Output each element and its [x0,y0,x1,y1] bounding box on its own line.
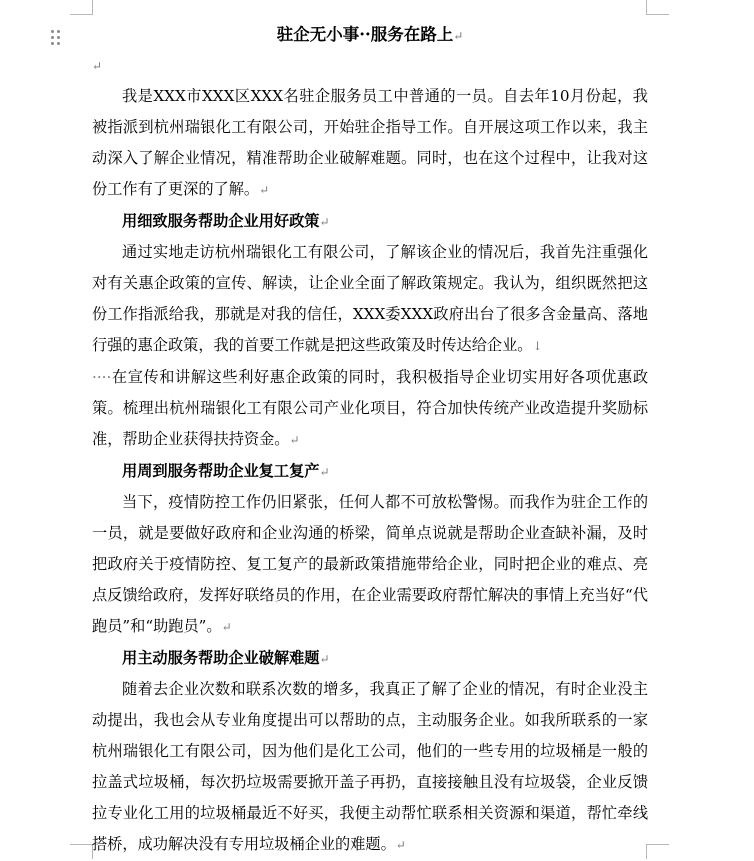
empty-paragraph [92,50,648,81]
leading-space-dots: ···· [92,368,112,386]
paragraph-text: 在宣传和讲解这些利好惠企政策的同时，我积极指导企业切实用好各项优惠政策。梳理出杭州瑞银化工有限公司产业化项目，符合加快传统产业改造提升奖励标准，帮助企业获得扶持资金。 [92,368,648,448]
paragraph-mark-icon: ↵ [259,183,270,197]
paragraph-resumption [92,487,648,643]
page-corner-mark-bottom-left [70,844,93,859]
paragraph-mark-icon: ↵ [319,215,330,229]
heading-text: 用细致服务帮助企业用好政策 [122,212,320,230]
paragraph-policy-1 [92,237,648,362]
page-corner-mark-top-right [646,0,669,15]
paragraph-text: 通过实地走访杭州瑞银化工有限公司，了解该企业的情况后，我首先注重强化对有关惠企政策的宣传、解读，让企业全面了解政策规定。我认为，组织既然把这份工作指派给我，那就是对我的信任，XXX委XXX政府出台了很多含金量高、落地行强的惠企政策，我的首要工作就是把这些政策及时传达给企业。 [92,243,648,354]
section-heading-problems [92,643,648,674]
paragraph-text: 当下，疫情防控工作仍旧紧张，任何人都不可放松警惕。而我作为驻企工作的一员，就是要做好政府和企业沟通的桥梁，简单点说就是帮助企业查缺补漏，及时把政府关于疫情防控、复工复产的最新政策措施带给企业，同时把企业的难点、亮点反馈给政府，发挥好联络员的作用，在企业需要政府帮忙解决的事情上充当好“代跑员”和“助跑员”。 [92,493,648,635]
paragraph-mark-icon: ↵ [92,59,103,73]
paragraph-mark-icon: ↵ [319,652,330,666]
heading-text: 用周到服务帮助企业复工复产 [122,462,320,480]
paragraph-intro [92,81,648,206]
paragraph-mark-icon: ↵ [221,620,232,634]
paragraph-policy-2 [92,362,648,456]
drag-handle-icon[interactable] [49,28,63,46]
page-corner-mark-bottom-right [646,844,669,859]
section-heading-policy [92,206,648,237]
paragraph-mark-icon: ↵ [289,433,300,447]
title-text: 驻企无小事··服务在路上 [276,25,454,44]
document-title [92,20,648,50]
section-heading-resumption [92,456,648,487]
paragraph-text: 我是XXX市XXX区XXX名驻企服务员工中普通的一员。自去年10月份起，我被指派到杭州瑞银化工有限公司，开始驻企指导工作。自开展这项工作以来，我主动深入了解企业情况，精准帮助企业破解难题。同时，也在这个过程中，让我对这份工作有了更深的了解。 [92,87,648,198]
page-corner-mark-top-left [70,0,93,15]
paragraph-text: 随着去企业次数和联系次数的增多，我真正了解了企业的情况，有时企业没主动提出，我也会从专业角度提出可以帮助的点，主动服务企业。如我所联系的一家杭州瑞银化工有限公司，因为他们是化工公司，他们的一些专用的垃圾桶是一般的拉盖式垃圾桶，每次扔垃圾需要掀开盖子再扔，直接接触且没有垃圾袋，企业反馈拉专业化工用的垃圾桶最近不好买，我便主动帮忙联系相关资源和渠道，帮忙牵线搭桥，成功解决没有专用垃圾桶企业的难题。 [92,680,648,853]
paragraph-mark-icon: ↵ [453,29,464,43]
paragraph-mark-icon: ↵ [395,838,406,852]
paragraph-mark-icon: ↵ [319,465,330,479]
document-body[interactable] [92,20,648,861]
paragraph-problems [92,674,648,861]
line-break-mark-icon: ↓ [532,339,543,353]
heading-text: 用主动服务帮助企业破解难题 [122,649,320,667]
